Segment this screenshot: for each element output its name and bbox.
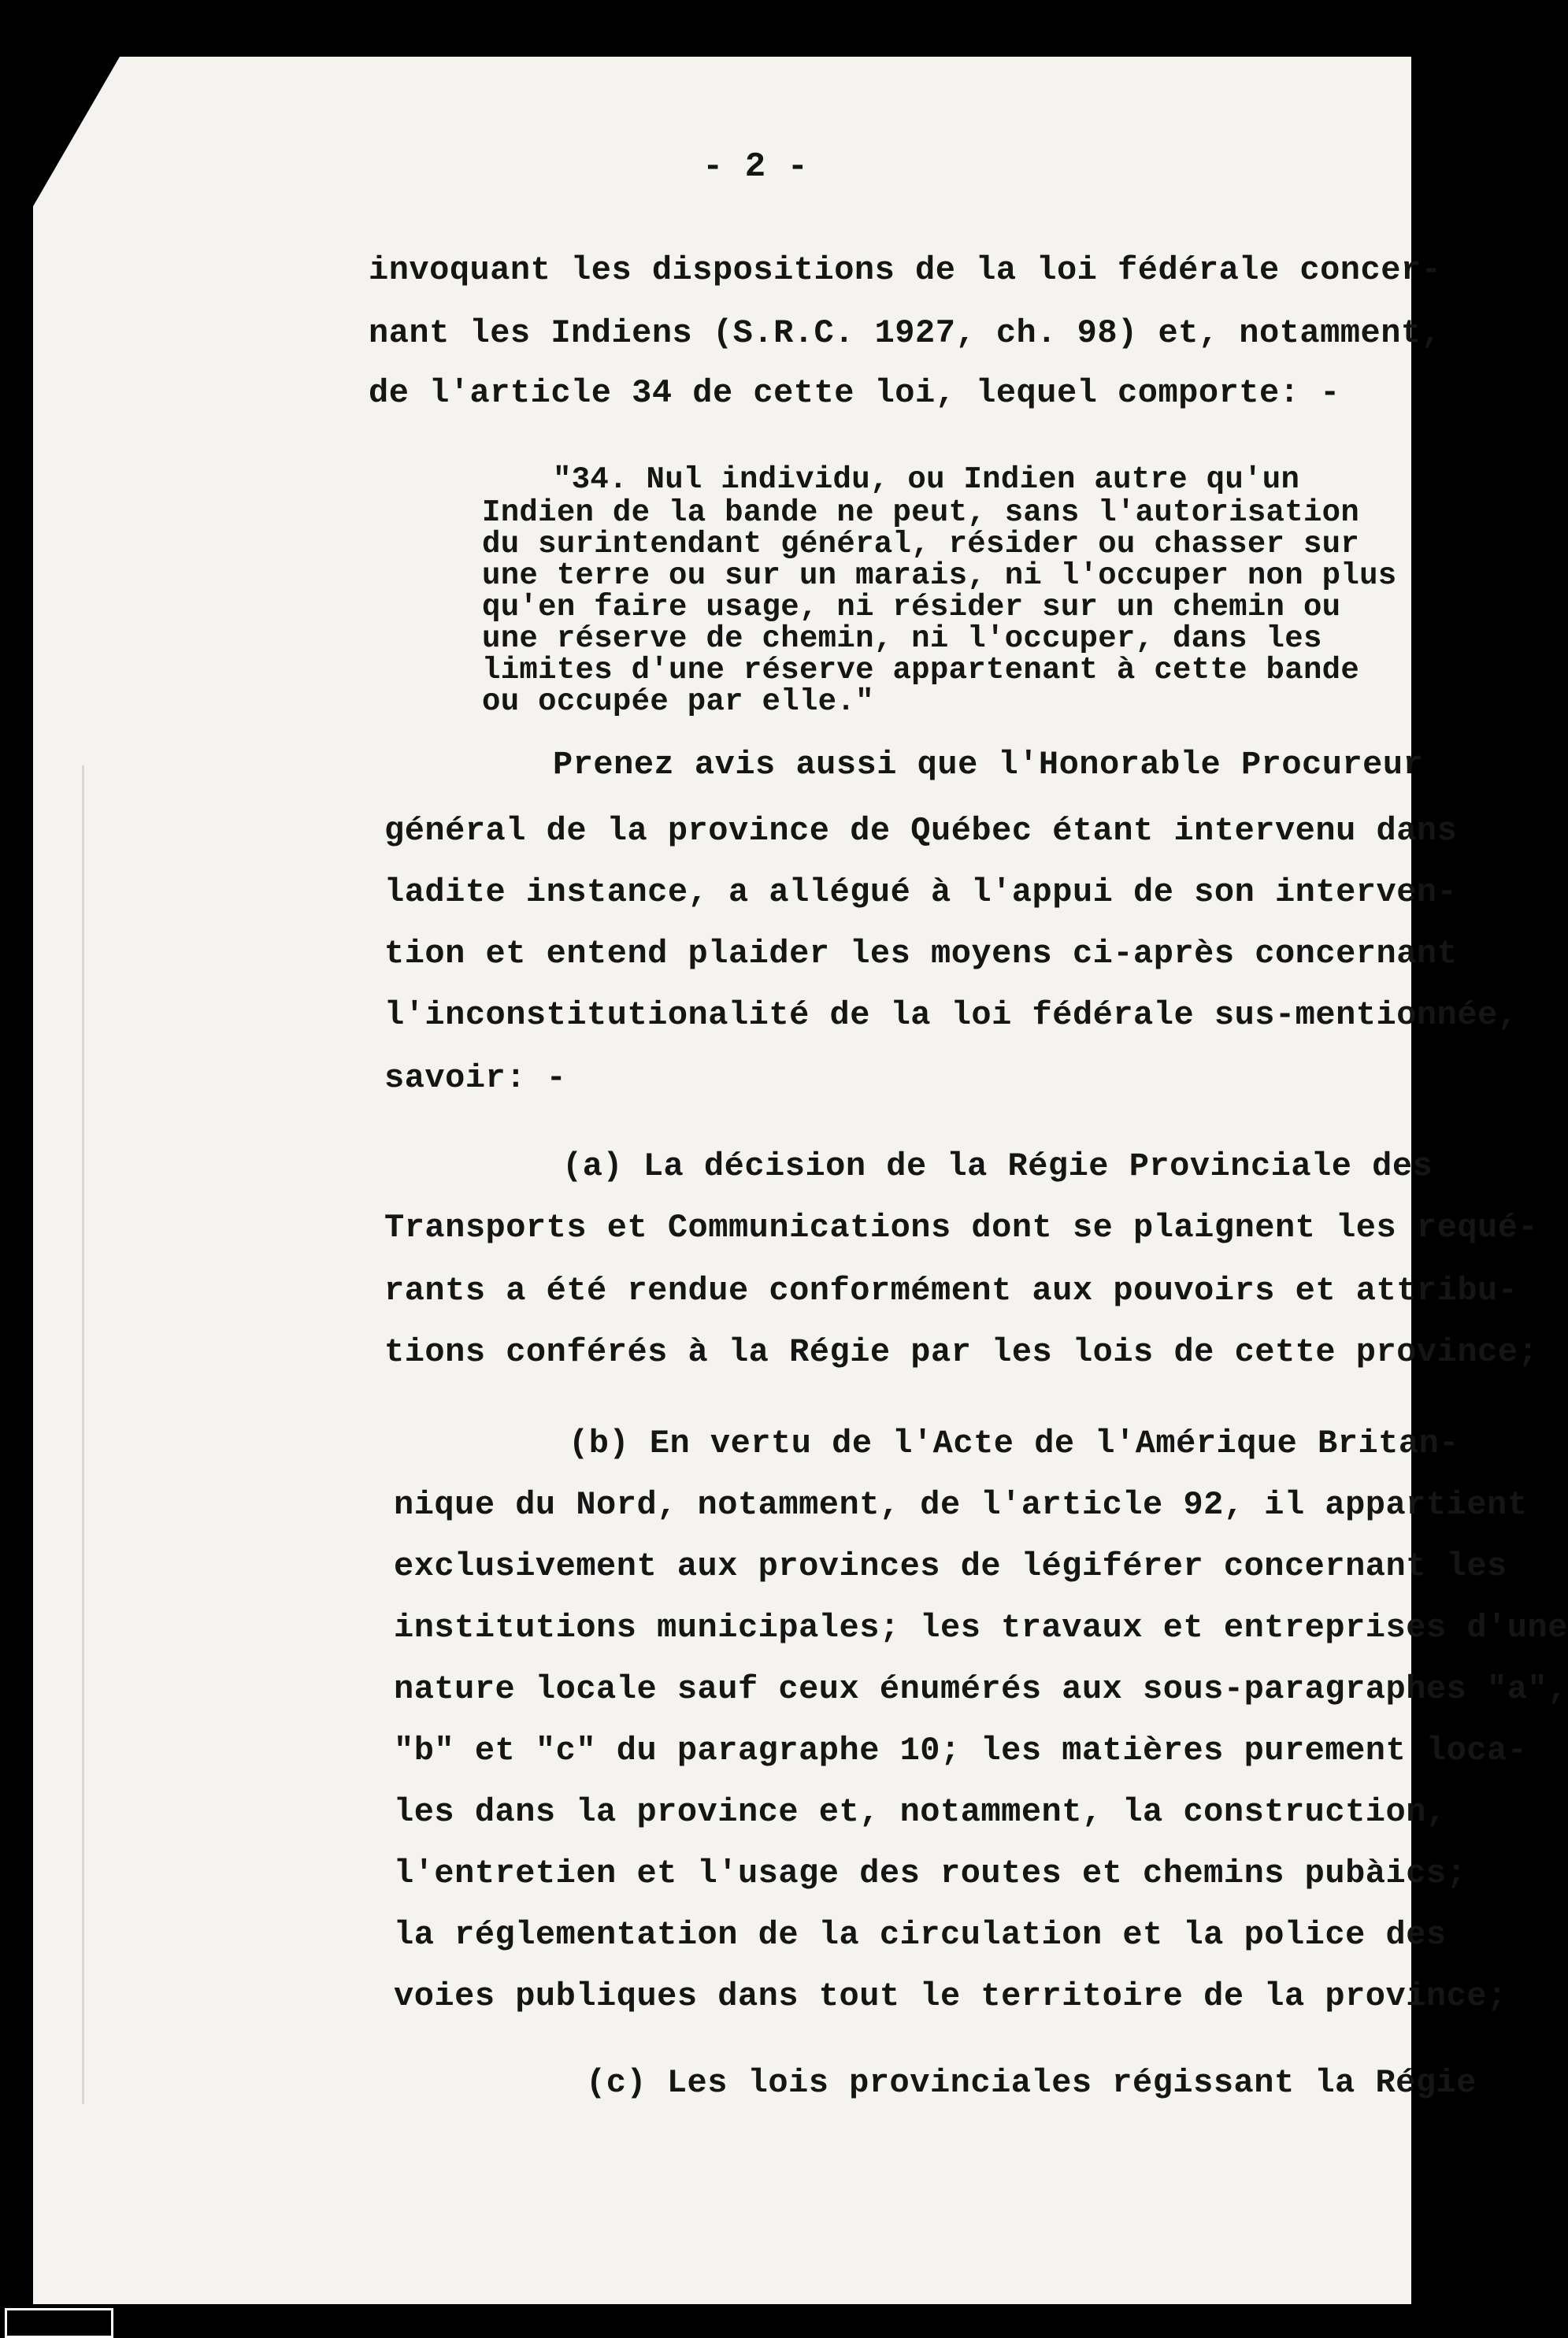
page-number: - 2 - xyxy=(702,147,809,187)
notice-line: l'inconstitutionalité de la loi fédérale sus-mentionnée, xyxy=(384,996,1518,1034)
paragraph-c-line: (c) Les lois provinciales régissant la Régie xyxy=(586,2064,1477,2102)
paragraph-a-line: Transports et Communications dont se plaignent les requé- xyxy=(384,1209,1539,1247)
quote-line: ou occupée par elle." xyxy=(482,684,874,719)
paragraph-b-line: la réglementation de la circulation et la police des xyxy=(394,1916,1447,1954)
notice-line: tion et entend plaider les moyens ci-après concernant xyxy=(384,935,1458,973)
paragraph-b-line: l'entretien et l'usage des routes et chemins pubàics; xyxy=(394,1854,1467,1892)
paragraph-a-line: rants a été rendue conformément aux pouvoirs et attribu- xyxy=(384,1272,1518,1310)
quote-line: "34. Nul individu, ou Indien autre qu'un xyxy=(553,462,1300,497)
notice-line: savoir: - xyxy=(384,1059,567,1097)
intro-line: nant les Indiens (S.R.C. 1927, ch. 98) et, notamment, xyxy=(369,314,1442,352)
paragraph-b-line: "b" et "c" du paragraphe 10; les matières purement loca- xyxy=(394,1732,1528,1769)
paragraph-b-line: institutions municipales; les travaux et entreprises d'une xyxy=(394,1609,1568,1647)
notice-line: général de la province de Québec étant intervenu dans xyxy=(384,812,1458,850)
quote-line: une réserve de chemin, ni l'occuper, dans les xyxy=(482,621,1322,656)
paragraph-a-line: tions conférés à la Régie par les lois de cette province; xyxy=(384,1333,1539,1371)
paragraph-b-line: (b) En vertu de l'Acte de l'Amérique Britan- xyxy=(569,1425,1459,1462)
film-frame-marker xyxy=(5,2308,113,2338)
torn-corner xyxy=(33,57,120,206)
notice-line: Prenez avis aussi que l'Honorable Procureur xyxy=(553,746,1424,784)
intro-line: de l'article 34 de cette loi, lequel comporte: - xyxy=(369,374,1340,412)
quote-line: Indien de la bande ne peut, sans l'autorisation xyxy=(482,495,1360,530)
intro-line: invoquant les dispositions de la loi fédérale concer- xyxy=(369,251,1442,289)
quote-line: limites d'une réserve appartenant à cette bande xyxy=(482,653,1360,687)
paragraph-b-line: nature locale sauf ceux énumérés aux sous-paragraphes "a", xyxy=(394,1670,1568,1708)
paper-crease xyxy=(82,765,84,2104)
paragraph-b-line: voies publiques dans tout le territoire de la province; xyxy=(394,1977,1507,2015)
paragraph-b-line: les dans la province et, notamment, la construction, xyxy=(394,1793,1447,1831)
quote-line: du surintendant général, résider ou chasser sur xyxy=(482,527,1360,561)
document-page xyxy=(33,57,1568,2304)
quote-line: qu'en faire usage, ni résider sur un chemin ou xyxy=(482,590,1341,624)
paragraph-b-line: exclusivement aux provinces de légiférer concernant les xyxy=(394,1547,1507,1585)
paragraph-b-line: nique du Nord, notamment, de l'article 92, il appartient xyxy=(394,1486,1528,1524)
quote-line: une terre ou sur un marais, ni l'occuper non plus xyxy=(482,558,1397,593)
paragraph-a-line: (a) La décision de la Régie Provinciale des xyxy=(562,1147,1433,1185)
notice-line: ladite instance, a allégué à l'appui de son interven- xyxy=(384,873,1458,911)
